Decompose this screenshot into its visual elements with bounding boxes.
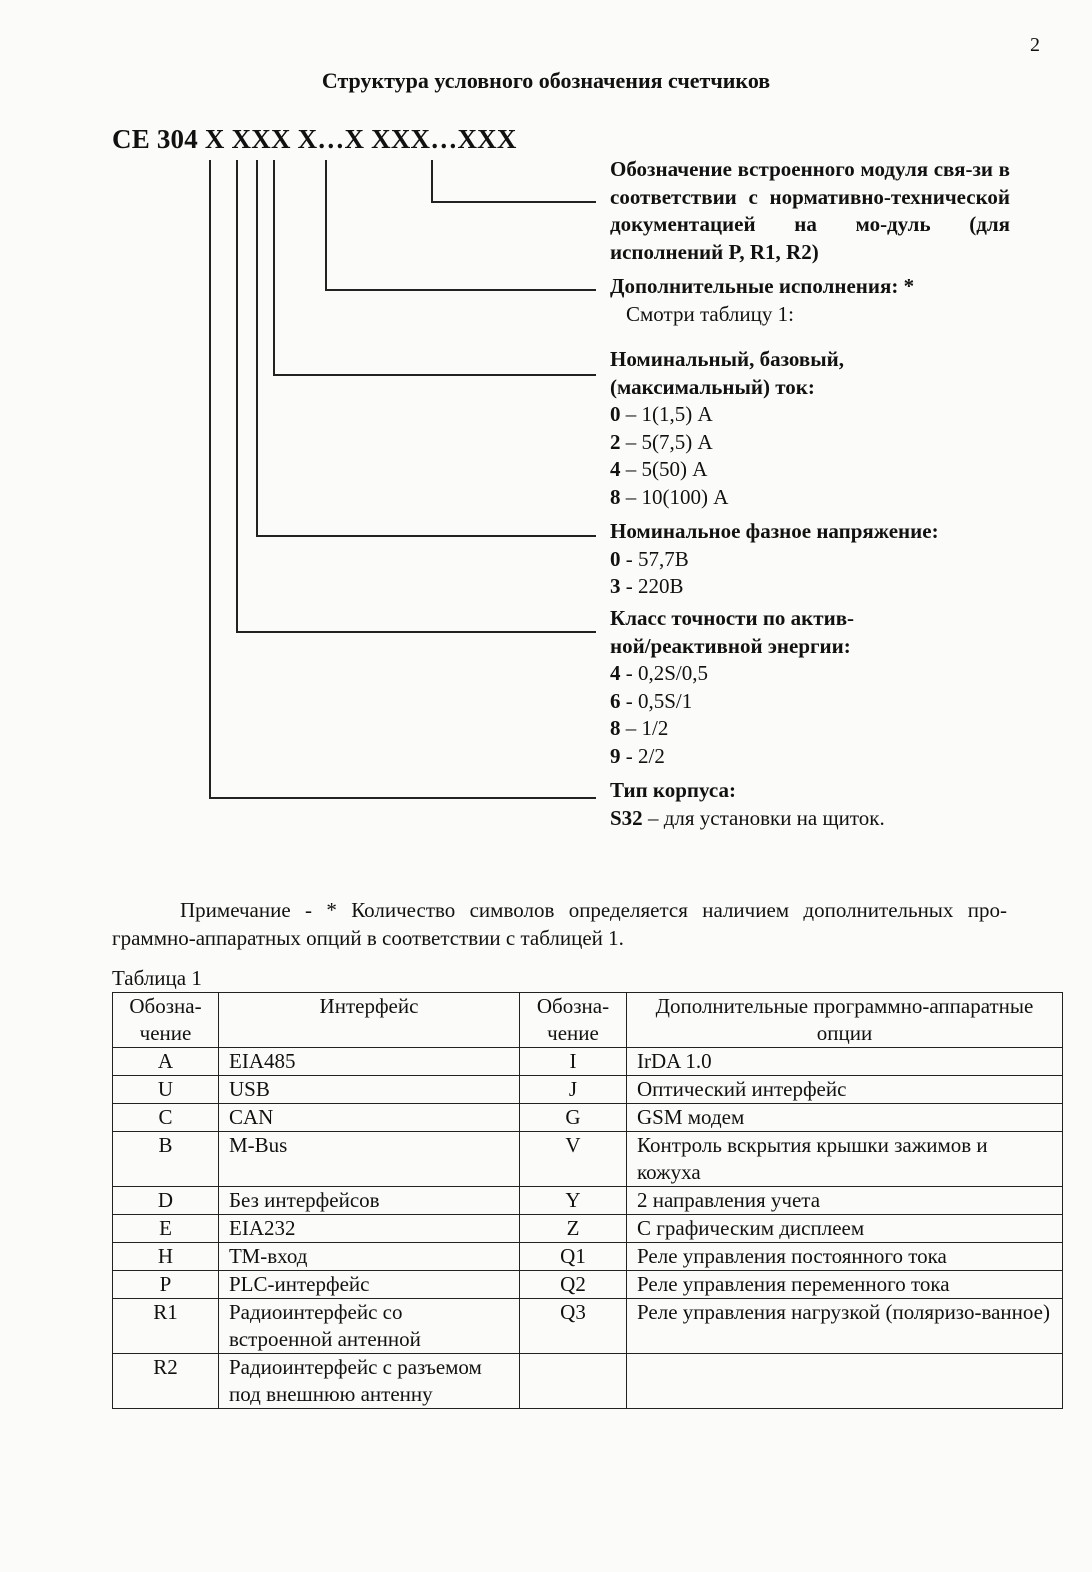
cell-designation: C	[113, 1104, 219, 1132]
cell-option: Оптический интерфейс	[627, 1076, 1063, 1104]
accuracy-item: 9 - 2/2	[610, 743, 665, 768]
table-row	[113, 1132, 1063, 1187]
cell-option-code	[520, 1354, 627, 1409]
table-row	[113, 1299, 1063, 1354]
cell-designation: H	[113, 1243, 219, 1271]
cell-designation: R1	[113, 1299, 219, 1354]
cell-interface: CAN	[219, 1104, 520, 1132]
cell-designation: P	[113, 1271, 219, 1299]
cell-interface: EIA485	[219, 1048, 520, 1076]
cell-option-code: Q1	[520, 1243, 627, 1271]
current-item: 0 – 1(1,5) А	[610, 402, 713, 426]
header-interface: Интерфейс	[219, 993, 520, 1048]
section-current	[610, 346, 1010, 511]
cell-interface: Радиоинтерфейс со встроенной антенной	[219, 1299, 520, 1354]
section-additional-text: Смотри таблицу 1:	[626, 301, 794, 326]
section-case-heading: Тип корпуса:	[610, 778, 736, 802]
table-row	[113, 1215, 1063, 1243]
cell-option: Реле управления переменного тока	[627, 1271, 1063, 1299]
cell-option	[627, 1354, 1063, 1409]
cell-interface: M-Bus	[219, 1132, 520, 1187]
table-row	[113, 1271, 1063, 1299]
header-designation-2: Обозна-чение	[520, 993, 627, 1048]
page-number: 2	[1030, 34, 1040, 56]
current-item: 4 – 5(50) А	[610, 457, 708, 481]
options-table	[112, 992, 1063, 1409]
section-additional-heading: Дополнительные исполнения: *	[610, 274, 915, 298]
header-options: Дополнительные программно-аппаратные опции	[627, 993, 1063, 1048]
table-row	[113, 1354, 1063, 1409]
accuracy-item: 8 – 1/2	[610, 716, 669, 740]
section-accuracy	[610, 605, 1010, 770]
section-current-heading-2: (максимальный) ток:	[610, 374, 815, 399]
cell-option: Реле управления нагрузкой (поляризо-ванное)	[627, 1299, 1063, 1354]
cell-interface: Без интерфейсов	[219, 1187, 520, 1215]
cell-option-code: Q3	[520, 1299, 627, 1354]
cell-option: IrDA 1.0	[627, 1048, 1063, 1076]
current-item: 2 – 5(7,5) А	[610, 429, 713, 454]
cell-designation: U	[113, 1076, 219, 1104]
section-accuracy-heading-2: ной/реактивной энергии:	[610, 633, 851, 658]
table-row	[113, 1104, 1063, 1132]
cell-interface: USB	[219, 1076, 520, 1104]
cell-interface: PLC-интерфейс	[219, 1271, 520, 1299]
meter-code: CE 304 X XXX X…X XXX…XXX	[112, 124, 517, 154]
cell-designation: B	[113, 1132, 219, 1187]
table-header-row	[113, 993, 1063, 1048]
accuracy-item: 4 - 0,2S/0,5	[610, 661, 709, 685]
cell-option-code: I	[520, 1048, 627, 1076]
section-comm-module	[610, 156, 1010, 266]
cell-designation: D	[113, 1187, 219, 1215]
cell-option: Контроль вскрытия крышки зажимов и кожуха	[627, 1132, 1063, 1187]
section-current-heading-1: Номинальный, базовый,	[610, 347, 844, 371]
page-title: Структура условного обозначения счетчиков	[321, 68, 771, 93]
cell-option-code: Y	[520, 1187, 627, 1215]
cell-interface: Радиоинтерфейс с разъемом под внешнюю антенну	[219, 1354, 520, 1409]
cell-option: 2 направления учета	[627, 1187, 1063, 1215]
cell-option: С графическим дисплеем	[627, 1215, 1063, 1243]
cell-designation: A	[113, 1048, 219, 1076]
section-case	[610, 777, 1010, 832]
cell-interface: EIA232	[219, 1215, 520, 1243]
cell-option: GSM модем	[627, 1104, 1063, 1132]
cell-designation: R2	[113, 1354, 219, 1409]
voltage-item: 0 - 57,7В	[610, 546, 689, 571]
case-item: S32 – для установки на щиток.	[610, 805, 885, 830]
table-row	[113, 1076, 1063, 1104]
section-accuracy-heading-1: Класс точности по актив-	[610, 606, 855, 630]
table-row	[113, 1048, 1063, 1076]
current-item: 8 – 10(100) А	[610, 484, 729, 509]
cell-option-code: J	[520, 1076, 627, 1104]
voltage-item: 3 - 220В	[610, 574, 684, 598]
section-voltage	[610, 518, 1010, 601]
cell-designation: E	[113, 1215, 219, 1243]
note-paragraph: Примечание - * Количество символов определяется наличием дополнительных про-граммно-аппаратных опций в соответствии с таблицей 1.	[112, 898, 1007, 950]
section-voltage-heading: Номинальное фазное напряжение:	[610, 519, 939, 543]
table-caption: Таблица 1	[112, 966, 202, 990]
cell-option: Реле управления постоянного тока	[627, 1243, 1063, 1271]
section-comm-module-heading: Обозначение встроенного модуля свя-зи в соответствии с нормативно-технической документацией на мо-дуль (для исполнений P, R1, R2)	[610, 157, 1010, 264]
cell-option-code: G	[520, 1104, 627, 1132]
cell-option-code: Z	[520, 1215, 627, 1243]
cell-option-code: Q2	[520, 1271, 627, 1299]
cell-option-code: V	[520, 1132, 627, 1187]
table-row	[113, 1187, 1063, 1215]
section-additional	[610, 273, 1010, 328]
accuracy-item: 6 - 0,5S/1	[610, 688, 693, 713]
cell-interface: ТМ-вход	[219, 1243, 520, 1271]
header-designation: Обозна-чение	[113, 993, 219, 1048]
table-row	[113, 1243, 1063, 1271]
